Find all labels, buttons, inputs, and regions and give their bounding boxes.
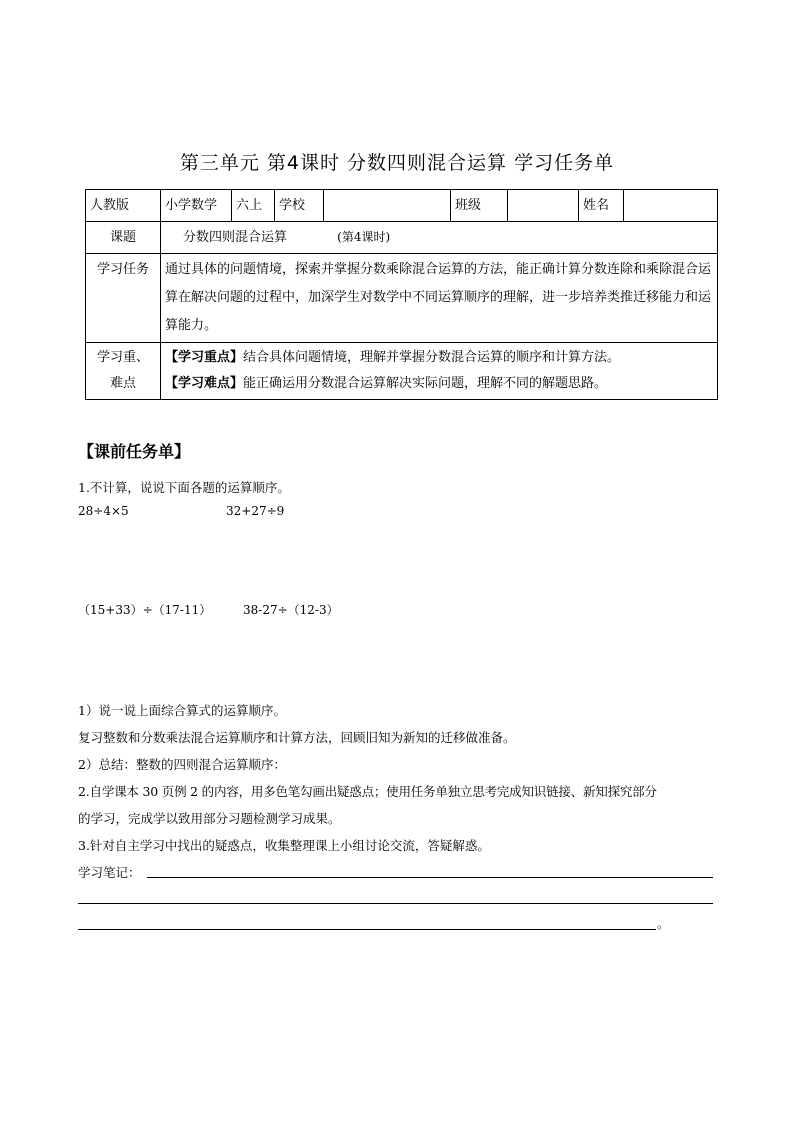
task-text: 通过具体的问题情境，探索并掌握分数乘除混合运算的方法，能正确计算分数连除和乘除混合运算在解决问题的过程中，加深学生对数学中不同运算顺序的理解，进一步培养类推迁移能力和运算能力。 xyxy=(165,262,712,333)
notes-end-mark: 。 xyxy=(657,916,670,931)
question-1: 1.不计算，说说下面各题的运算顺序。 xyxy=(78,480,290,495)
expression-4: 38-27÷（12-3） xyxy=(243,603,339,617)
difficulty-text: 能正确运用分数混合运算解决实际问题，理解不同的解题思路。 xyxy=(243,376,608,391)
name-label-cell: 姓名 xyxy=(579,190,624,222)
difficulty-line xyxy=(165,371,713,397)
notes-line-2[interactable] xyxy=(78,903,713,904)
expression-1: 28÷4×5 xyxy=(78,504,129,518)
key-label-line2: 难点 xyxy=(109,376,136,391)
topic-lesson: (第4课时) xyxy=(337,230,391,244)
expression-3: （15+33）÷（17-11） xyxy=(78,603,212,617)
notes-line-3[interactable] xyxy=(78,929,656,930)
page-title: 第三单元 第4课时 分数四则混合运算 学习任务单 xyxy=(179,152,615,174)
question-2-line1: 2.自学课本 30 页例 2 的内容，用多色笔勾画出疑惑点；使用任务单独立思考完成知识链接、新知探究部分 xyxy=(78,784,657,799)
name-value-cell[interactable] xyxy=(624,190,718,222)
step-1: 1）说一说上面综合算式的运算顺序。 xyxy=(78,703,286,718)
focus-tag: 【学习重点】 xyxy=(165,350,244,365)
subject-cell: 小学数学 xyxy=(161,190,232,222)
task-row xyxy=(86,254,718,343)
key-text-cell xyxy=(161,343,718,400)
topic-row xyxy=(86,222,718,254)
task-text-cell xyxy=(161,254,718,343)
difficulty-tag: 【学习难点】 xyxy=(165,376,244,391)
topic-label: 课题 xyxy=(86,222,161,254)
grade-cell: 六上 xyxy=(232,190,275,222)
class-value-cell[interactable] xyxy=(508,190,579,222)
question-2-line2: 的学习，完成学以致用部分习题检测学习成果。 xyxy=(78,811,341,826)
focus-text: 结合具体问题情境，理解并掌握分数混合运算的顺序和计算方法。 xyxy=(243,350,621,365)
publisher-cell: 人教版 xyxy=(86,190,161,222)
school-value-cell[interactable] xyxy=(324,190,451,222)
class-label-cell: 班级 xyxy=(451,190,508,222)
header-row xyxy=(86,190,718,222)
notes-label: 学习笔记： xyxy=(78,865,141,880)
section-title: 【课前任务单】 xyxy=(78,442,191,461)
focus-line xyxy=(165,345,713,371)
topic-value-cell xyxy=(161,222,718,254)
notes-line-1[interactable] xyxy=(147,877,713,878)
question-3: 3.针对自主学习中找出的疑惑点，收集整理课上小组讨论交流，答疑解惑。 xyxy=(78,838,490,853)
step-2: 2）总结：整数的四则混合运算顺序： xyxy=(78,757,286,772)
info-table xyxy=(85,189,718,400)
expression-2: 32+27÷9 xyxy=(226,504,285,518)
review-text: 复习整数和分数乘法混合运算顺序和计算方法，回顾旧知为新知的迁移做准备。 xyxy=(78,730,516,745)
topic-value: 分数四则混合运算 xyxy=(183,230,288,245)
school-label-cell: 学校 xyxy=(275,190,324,222)
key-label-cell xyxy=(86,343,161,400)
key-row xyxy=(86,343,718,400)
task-label: 学习任务 xyxy=(86,254,161,343)
key-label-line1: 学习重、 xyxy=(96,350,149,365)
